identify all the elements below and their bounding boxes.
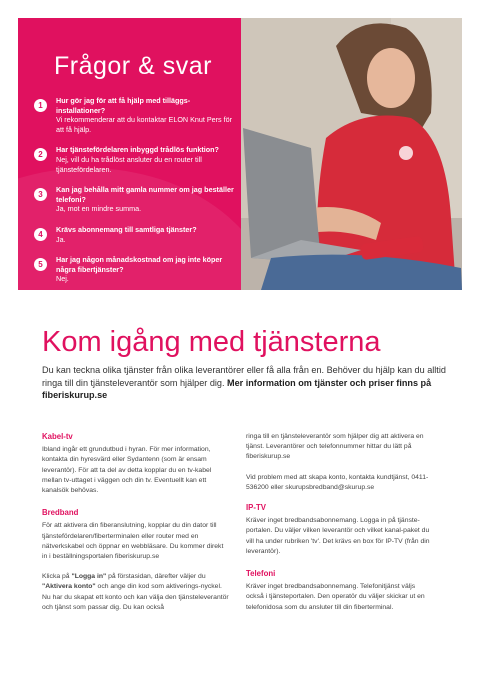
section-text: Kräver inget bredbandsabonnemang. Logga in på tjänste-portalen. Du väljer vilken leverantör och vilket kanal-paket du vill ha under rubriken 'tv'. Det krävs en box för IP-TV (från din leverantör). [246,517,430,555]
intro-link-text: Mer information om tjänster och priser finns på fiberiskurup.se [42,377,432,401]
intro-text: Du kan teckna olika tjänster från olika leverantörer eller få alla från en. Behöver du hjälp kan du alltid ringa till din tjänsteleverantör som hjälper dig. [42,365,446,388]
section-text: Ibland ingår ett grundutbud i hyran. För mer information, kontakta din hyresvärd eller Sydantenn (som är ensam leverantör). För att ta del av detta kopplar du en tv-kabel mellan tv-uttaget i väggen och din tv. Eventuellt kan ett kanalsök behövas. [42,446,212,495]
section-bredband [42,508,230,613]
faq-list [34,96,234,290]
right-column [246,432,434,625]
faq-title: Frågor & svar [54,52,212,80]
faq-item [34,145,234,174]
section-heading: Kabel-tv [42,432,73,441]
section-text: För att aktivera din fiberanslutning, kopplar du din dator till tjänstefördelaren/fiberterminalen eller router med en nätverkskabel och öppnar en webbläsare. Du kommer direkt in i beställningsportalen fiberiskurup.se [42,522,224,561]
faq-number: 3 [34,188,47,201]
faq-question: Kan jag behålla mitt gamla nummer om jag beställer telefoni? [56,185,234,204]
faq-question: Krävs abonnemang till samtliga tjänster? [56,224,197,234]
person-with-laptop-illustration [241,18,462,290]
faq-question: Hur gör jag för att få hjälp med tilläggs-installationer? [56,96,191,115]
faq-answer: Nej. [56,274,69,284]
faq-item [34,225,234,244]
faq-item [34,255,234,284]
section-heading: IP-TV [246,503,266,513]
faq-panel [18,18,241,290]
section-telefoni [246,569,434,613]
problem-text: Vid problem med att skapa konto, kontakta kundtjänst, 0411-536200 eller skurupsbredband@skurup.se [246,473,429,491]
faq-answer: Ja. [56,234,66,244]
left-column [42,432,230,625]
faq-item [34,96,234,134]
faq-number: 2 [34,148,47,161]
page-title: Kom igång med tjänsterna [42,326,381,358]
hero-photo [241,18,462,290]
faq-number: 1 [34,99,47,112]
faq-number: 4 [34,228,47,241]
section-kabeltv [42,432,230,496]
faq-answer: Nej, vill du ha trådlöst ansluter du en router till tjänstefördelaren. [56,154,202,174]
faq-question: Har tjänstefördelaren inbyggd trådlös funktion? [56,145,219,155]
section-heading: Telefoni [246,569,276,579]
faq-answer: Ja, mot en mindre summa. [56,204,142,214]
section-text: Kräver inget bredbandsabonnemang. Telefonitjänst väljs också i tjänsteportalen. Den operatör du väljer skickar ut en telefonidosa som du ansluter till din fiberterminal. [246,583,425,611]
section-heading: Bredband [42,508,79,518]
faq-question: Har jag någon månadskostnad om jag inte köper några fibertjänster? [56,255,223,274]
faq-number: 5 [34,258,47,271]
login-instructions: Klicka på "Logga in" på förstasidan, därefter väljer du "Aktivera konto" och ange din kod som aktiverings-nyckel. Nu har du skapat ett konto och kan välja den tjänsteleverantör och tjänst som passar dig. Du kan också [42,573,229,611]
activate-account-label: "Aktivera konto" [42,583,96,591]
login-label: "Logga in" [71,573,107,581]
continued-text: ringa till en tjänsteleverantör som hjälper dig att aktivera en tjänst. Leverantörer och telefonnummer hittar du lätt på fiberiskurup.se [246,433,424,461]
faq-answer: Vi rekommenderar att du kontaktar ELON Knut Pers för att få hjälp. [56,115,233,134]
section-iptv [246,503,434,557]
intro-paragraph [42,364,447,402]
faq-item [34,185,234,214]
